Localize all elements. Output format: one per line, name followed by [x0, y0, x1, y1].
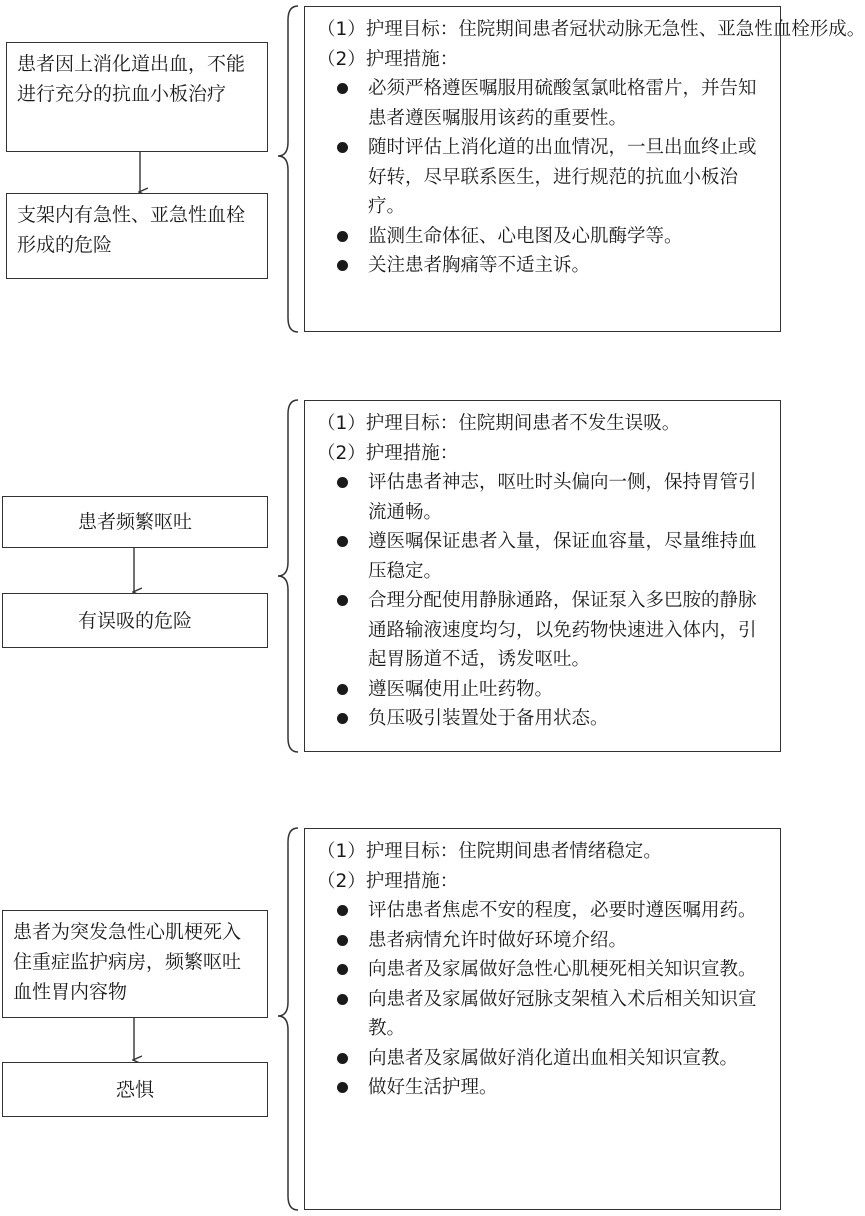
measure-item: 做好生活护理。 — [317, 1073, 770, 1103]
measures-list-2 — [317, 468, 770, 734]
measure-item: 监测生命体征、心电图及心肌酶学等。 — [317, 222, 770, 252]
problem-box-2 — [2, 496, 268, 548]
goal-label-3: （1）护理目标： — [317, 841, 459, 862]
diagnosis-box-2 — [2, 593, 268, 648]
measures-label-2: （2）护理措施： — [317, 442, 459, 464]
goal-text-3: 住院期间患者情绪稳定。 — [458, 841, 662, 862]
measure-item: 患者病情允许时做好环境介绍。 — [317, 926, 770, 956]
measures-label-1: （2）护理措施： — [317, 48, 459, 70]
diagnosis-box-1 — [6, 193, 268, 279]
diagnosis-text-1: 支架内有急性、亚急性血栓形成的危险 — [17, 204, 246, 256]
measure-item: 向患者及家属做好冠脉支架植入术后相关知识宣教。 — [317, 985, 770, 1044]
diagnosis-box-3 — [2, 1062, 268, 1117]
nursing-goal-2 — [317, 409, 770, 439]
brace-3 — [278, 828, 298, 1210]
diagnosis-text-2: 有误吸的危险 — [77, 609, 192, 632]
problem-box-3 — [2, 910, 268, 1018]
nursing-goal-1 — [317, 15, 865, 45]
measure-item: 遵医嘱使用止吐药物。 — [317, 675, 770, 705]
measure-item: 负压吸引装置处于备用状态。 — [317, 704, 770, 734]
measure-item: 关注患者胸痛等不适主诉。 — [317, 251, 770, 281]
goal-label-2: （1）护理目标： — [317, 413, 459, 434]
care-plan-box-1 — [304, 6, 865, 332]
goal-text-2: 住院期间患者不发生误吸。 — [458, 413, 681, 434]
measure-item: 必须严格遵医嘱服用硫酸氢氯吡格雷片，并告知患者遵医嘱服用该药的重要性。 — [317, 74, 770, 133]
measure-item: 随时评估上消化道的出血情况，一旦出血终止或好转，尽早联系医生，进行规范的抗血小板治疗。 — [317, 133, 770, 222]
problem-text-3: 患者为突发急性心肌梗死入住重症监护病房，频繁呕吐血性胃内容物 — [13, 921, 242, 1003]
measures-label-3: （2）护理措施： — [317, 870, 459, 892]
measure-item: 向患者及家属做好消化道出血相关知识宣教。 — [317, 1044, 770, 1074]
measures-list-3 — [317, 896, 770, 1103]
care-plan-box-3 — [304, 828, 781, 1210]
measure-item: 遵医嘱保证患者入量，保证血容量，尽量维持血压稳定。 — [317, 527, 770, 586]
nursing-goal-3 — [317, 837, 770, 867]
measures-list-1 — [317, 74, 770, 281]
problem-text-1: 患者因上消化道出血，不能进行充分的抗血小板治疗 — [17, 53, 246, 105]
problem-box-1 — [6, 42, 268, 152]
brace-2 — [278, 400, 298, 752]
measure-item: 评估患者神志，呕吐时头偏向一侧，保持胃管引流通畅。 — [317, 468, 770, 527]
diagnosis-text-3: 恐惧 — [115, 1078, 154, 1101]
measure-item: 评估患者焦虑不安的程度，必要时遵医嘱用药。 — [317, 896, 770, 926]
measure-item: 向患者及家属做好急性心肌梗死相关知识宣教。 — [317, 955, 770, 985]
brace-1 — [278, 6, 298, 332]
problem-text-2: 患者频繁呕吐 — [77, 511, 192, 533]
goal-label-1: （1）护理目标： — [317, 19, 459, 40]
goal-text-1: 住院期间患者冠状动脉无急性、亚急性血栓形成。 — [458, 19, 865, 40]
care-plan-box-2 — [304, 400, 781, 752]
measure-item: 合理分配使用静脉通路，保证泵入多巴胺的静脉通路输液速度均匀，以免药物快速进入体内，引起胃肠道不适，诱发呕吐。 — [317, 586, 770, 675]
